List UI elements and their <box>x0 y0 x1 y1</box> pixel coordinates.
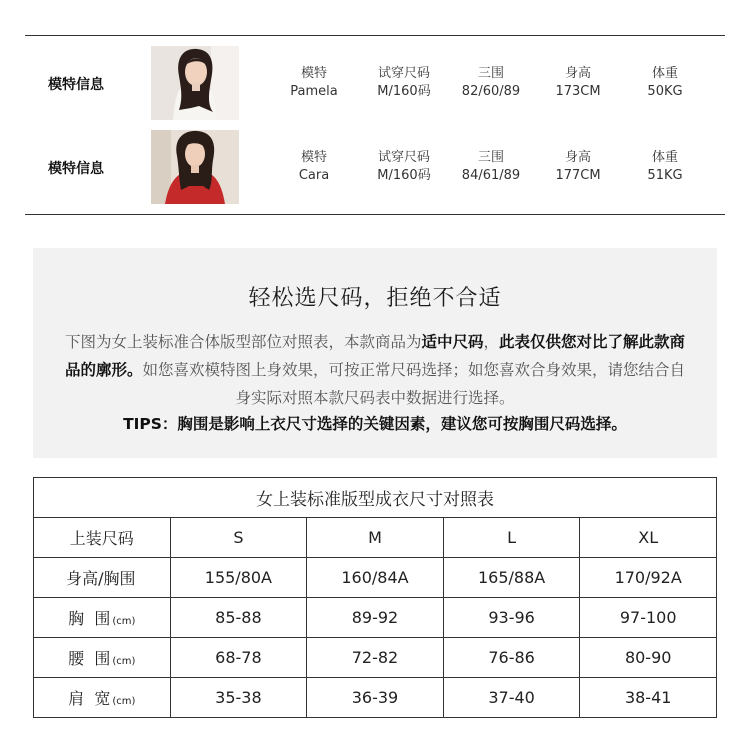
stat-label: 模特 <box>300 66 327 81</box>
table-row <box>34 678 717 718</box>
table-cell: 80-90 <box>580 638 717 678</box>
model-measurements-stat <box>446 149 536 185</box>
row-label-cell <box>34 638 171 678</box>
model-height-stat <box>533 65 623 101</box>
tips-key-advice: TIPS：胸围是影响上衣尺寸选择的关键因素，建议您可按胸围尺码选择。 <box>123 415 627 433</box>
stat-label: 试穿尺码 <box>377 66 430 81</box>
header-cell: S <box>170 518 307 558</box>
stat-value: 50KG <box>647 84 683 99</box>
header-cell: L <box>443 518 580 558</box>
table-cell: 97-100 <box>580 598 717 638</box>
row-label-cell <box>34 678 171 718</box>
table-cell: 35-38 <box>170 678 307 718</box>
table-cell: 155/80A <box>170 558 307 598</box>
stat-value: 82/60/89 <box>461 84 521 99</box>
table-cell: 89-92 <box>307 598 444 638</box>
model-size-stat <box>359 149 449 185</box>
stat-value: 173CM <box>555 84 601 99</box>
stat-label: 体重 <box>651 150 678 165</box>
row-label-cell <box>34 598 171 638</box>
tips-highlight-note: 此表仅供您对比了解此款商品的廓形。 <box>64 333 686 379</box>
model-row-2 <box>25 130 725 208</box>
model-info-label: 模特信息 <box>48 161 104 177</box>
model-size-stat <box>359 65 449 101</box>
stat-value: Cara <box>298 168 330 183</box>
size-chart-table <box>33 477 717 718</box>
row-label: 腰 围 <box>68 649 111 668</box>
stat-label: 试穿尺码 <box>377 150 430 165</box>
row-unit: (cm) <box>112 656 136 667</box>
row-label-cell <box>34 558 171 598</box>
table-row <box>34 598 717 638</box>
table-caption-row <box>34 478 717 518</box>
stat-value: M/160码 <box>377 84 431 99</box>
model-photo-pamela <box>151 46 239 120</box>
stat-value: 177CM <box>555 168 601 183</box>
stat-value: 84/61/89 <box>461 168 521 183</box>
stat-label: 三围 <box>477 66 504 81</box>
row-label: 身高/胸围 <box>66 569 136 588</box>
table-cell: 38-41 <box>580 678 717 718</box>
stat-value: 51KG <box>647 168 683 183</box>
stat-label: 模特 <box>300 150 327 165</box>
row-label: 胸 围 <box>68 609 111 628</box>
header-cell: XL <box>580 518 717 558</box>
stat-label: 体重 <box>651 66 678 81</box>
stat-label: 三围 <box>477 150 504 165</box>
table-cell: 165/88A <box>443 558 580 598</box>
table-cell: 160/84A <box>307 558 444 598</box>
size-tips-panel <box>33 248 717 458</box>
header-cell: 上装尺码 <box>34 518 171 558</box>
model-name-stat <box>269 65 359 101</box>
stat-value: Pamela <box>290 84 338 99</box>
stat-value: M/160码 <box>377 168 431 183</box>
table-cell: 68-78 <box>170 638 307 678</box>
header-cell: M <box>307 518 444 558</box>
tips-text: ， <box>483 333 500 351</box>
table-row <box>34 638 717 678</box>
row-unit: (cm) <box>112 616 136 627</box>
table-caption: 女上装标准版型成衣尺寸对照表 <box>34 478 717 518</box>
tips-text: 如您喜欢模特图上身效果，可按正常尺码选择；如您喜欢合身效果，请您结合自身实际对照本款尺码表中数据进行选择。 <box>142 361 686 407</box>
top-divider <box>25 35 725 36</box>
table-cell: 36-39 <box>307 678 444 718</box>
model-weight-stat <box>620 65 710 101</box>
bottom-divider <box>25 214 725 215</box>
model-info-label: 模特信息 <box>48 77 104 93</box>
tips-paragraph <box>59 328 691 412</box>
model-name-stat <box>269 149 359 185</box>
row-unit: (cm) <box>112 696 136 707</box>
table-row <box>34 558 717 598</box>
model-row-1 <box>25 46 725 124</box>
stat-label: 身高 <box>564 150 591 165</box>
model-weight-stat <box>620 149 710 185</box>
model-photo-cara <box>151 130 239 204</box>
tips-highlight-size: 适中尺码 <box>421 333 484 351</box>
stat-label: 身高 <box>564 66 591 81</box>
table-cell: 76-86 <box>443 638 580 678</box>
tips-text: 下图为女上装标准合体版型部位对照表，本款商品为 <box>64 333 422 351</box>
table-header-row <box>34 518 717 558</box>
model-height-stat <box>533 149 623 185</box>
model-measurements-stat <box>446 65 536 101</box>
row-label: 肩 宽 <box>68 689 111 708</box>
table-cell: 170/92A <box>580 558 717 598</box>
table-cell: 85-88 <box>170 598 307 638</box>
tips-title: 轻松选尺码，拒绝不合适 <box>248 286 502 311</box>
table-cell: 37-40 <box>443 678 580 718</box>
table-cell: 93-96 <box>443 598 580 638</box>
table-cell: 72-82 <box>307 638 444 678</box>
